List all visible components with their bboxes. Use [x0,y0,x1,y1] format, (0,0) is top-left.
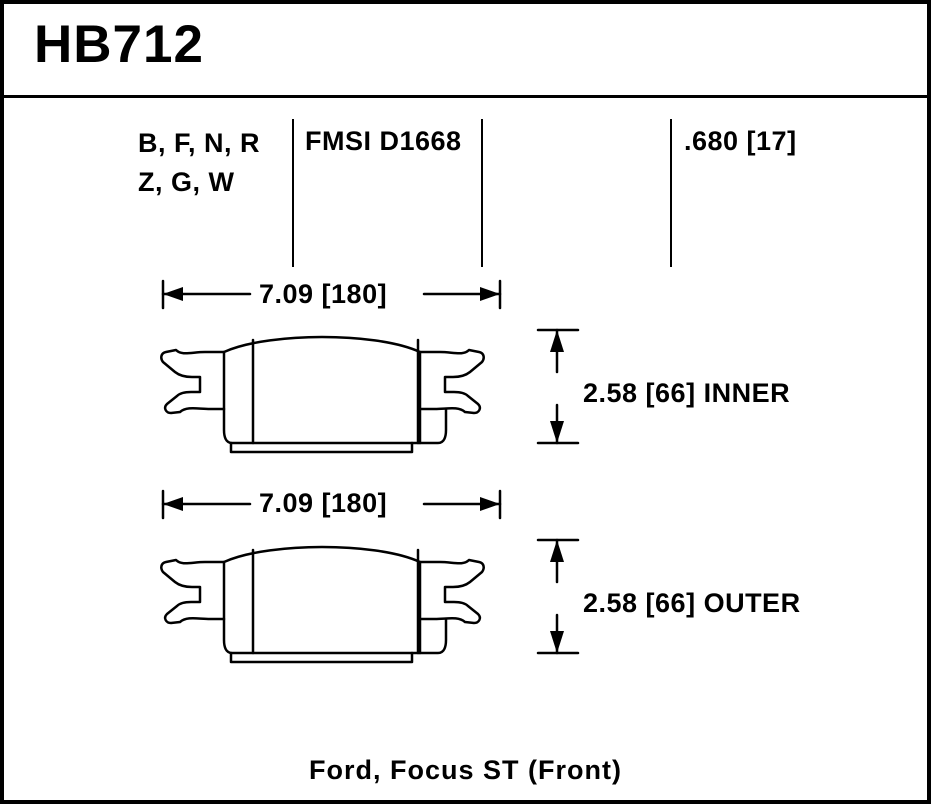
outer-height-dimension [538,540,578,653]
inner-height-label: 2.58 [66] INNER [583,378,791,408]
outer-width-dimension [163,491,500,518]
vehicle-application: Ford, Focus ST (Front) [309,755,622,785]
outer-width-label: 7.09 [180] [259,488,388,518]
outer-pad-outline [161,547,483,662]
inner-pad-outline [161,337,483,452]
thickness-value: .680 [17] [684,126,797,156]
inner-height-dimension [538,330,578,443]
compound-codes-line1: B, F, N, R [138,128,261,158]
inner-width-label: 7.09 [180] [259,279,388,309]
outer-height-label: 2.58 [66] OUTER [583,588,801,618]
compound-codes-line2: Z, G, W [138,167,235,198]
part-number: HB712 [34,15,204,74]
inner-width-dimension [163,281,500,308]
fmsi-number: FMSI D1668 [305,126,462,156]
